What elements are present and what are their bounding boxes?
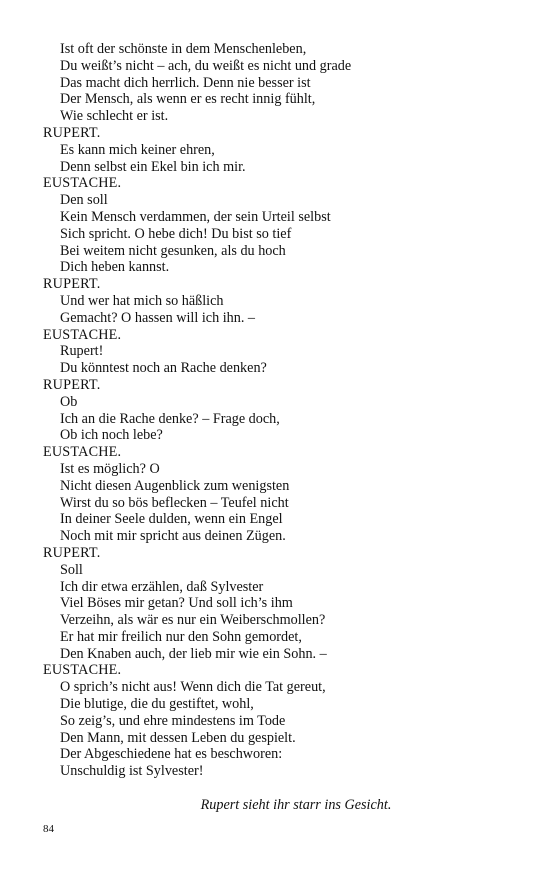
verse-line: Es kann mich keiner ehren,	[60, 141, 215, 158]
verse-line: Ich dir etwa erzählen, daß Sylvester	[60, 578, 264, 595]
stage-direction: Rupert sieht ihr starr ins Gesicht.	[200, 797, 392, 813]
speaker-name: RUPERT.	[43, 276, 101, 293]
verse-line: Ist oft der schönste in dem Menschenleben,	[60, 41, 307, 57]
verse-line: Wie schlecht er ist.	[60, 108, 169, 125]
verse-line: Unschuldig ist Sylvester!	[60, 763, 204, 780]
speaker-name: RUPERT.	[43, 544, 101, 561]
verse-line: Du könntest noch an Rache denken?	[60, 360, 267, 377]
verse-line: Noch mit mir spricht aus deinen Zügen.	[60, 528, 286, 545]
verse-line: Kein Mensch verdammen, der sein Urteil selbst	[60, 208, 331, 225]
verse-line: Du weißt’s nicht – ach, du weißt es nicht und grade	[60, 57, 352, 74]
verse-line: Der Mensch, als wenn er es recht innig fühlt,	[60, 91, 316, 108]
verse-line: Ist es möglich? O	[60, 460, 160, 477]
verse-line: Ob ich noch lebe?	[60, 427, 163, 444]
verse-line: Viel Böses mir getan? Und soll ich’s ihm	[60, 595, 293, 612]
speaker-name: RUPERT.	[43, 376, 101, 393]
speaker-name: EUSTACHE.	[43, 326, 122, 343]
page-number: 84	[43, 823, 54, 835]
verse-line: Den soll	[60, 192, 108, 209]
verse-line: Denn selbst ein Ekel bin ich mir.	[60, 158, 246, 175]
verse-line: Das macht dich herrlich. Denn nie besser ist	[60, 74, 311, 91]
speaker-name: EUSTACHE.	[43, 444, 122, 461]
verse-line: Soll	[60, 561, 83, 578]
verse-line: So zeig’s, und ehre mindestens im Tode	[60, 712, 286, 729]
speaker-name: EUSTACHE.	[43, 662, 122, 679]
verse-line: Wirst du so bös beflecken – Teufel nicht	[60, 494, 289, 511]
speaker-name: EUSTACHE.	[43, 175, 122, 192]
verse-line: Er hat mir freilich nur den Sohn gemordet,	[60, 628, 302, 645]
verse-line: Den Mann, mit dessen Leben du gespielt.	[60, 729, 296, 746]
verse-line: Sich spricht. O hebe dich! Du bist so tief	[60, 225, 292, 242]
verse-line: Ob	[60, 393, 78, 410]
verse-line: Den Knaben auch, der lieb mir wie ein Sohn. –	[60, 645, 327, 662]
verse-line: Die blutige, die du gestiftet, wohl,	[60, 696, 254, 713]
verse-line: Nicht diesen Augenblick zum wenigsten	[60, 477, 290, 494]
verse-line: Und wer hat mich so häßlich	[60, 292, 224, 309]
verse-line: Rupert!	[60, 343, 104, 360]
verse-line: Der Abgeschiedene hat es beschworen:	[60, 746, 283, 763]
dialogue-text	[43, 41, 523, 780]
verse-line: Gemacht? O hassen will ich ihn. –	[60, 309, 256, 326]
verse-line: O sprich’s nicht aus! Wenn dich die Tat gereut,	[60, 679, 326, 696]
verse-line: Bei weitem nicht gesunken, als du hoch	[60, 242, 286, 259]
speaker-name: RUPERT.	[43, 124, 101, 141]
verse-line: Verzeihn, als wär es nur ein Weiberschmollen?	[60, 612, 326, 629]
verse-line: Ich an die Rache denke? – Frage doch,	[60, 410, 280, 427]
verse-line: In deiner Seele dulden, wenn ein Engel	[60, 511, 283, 528]
verse-line: Dich heben kannst.	[60, 259, 170, 276]
